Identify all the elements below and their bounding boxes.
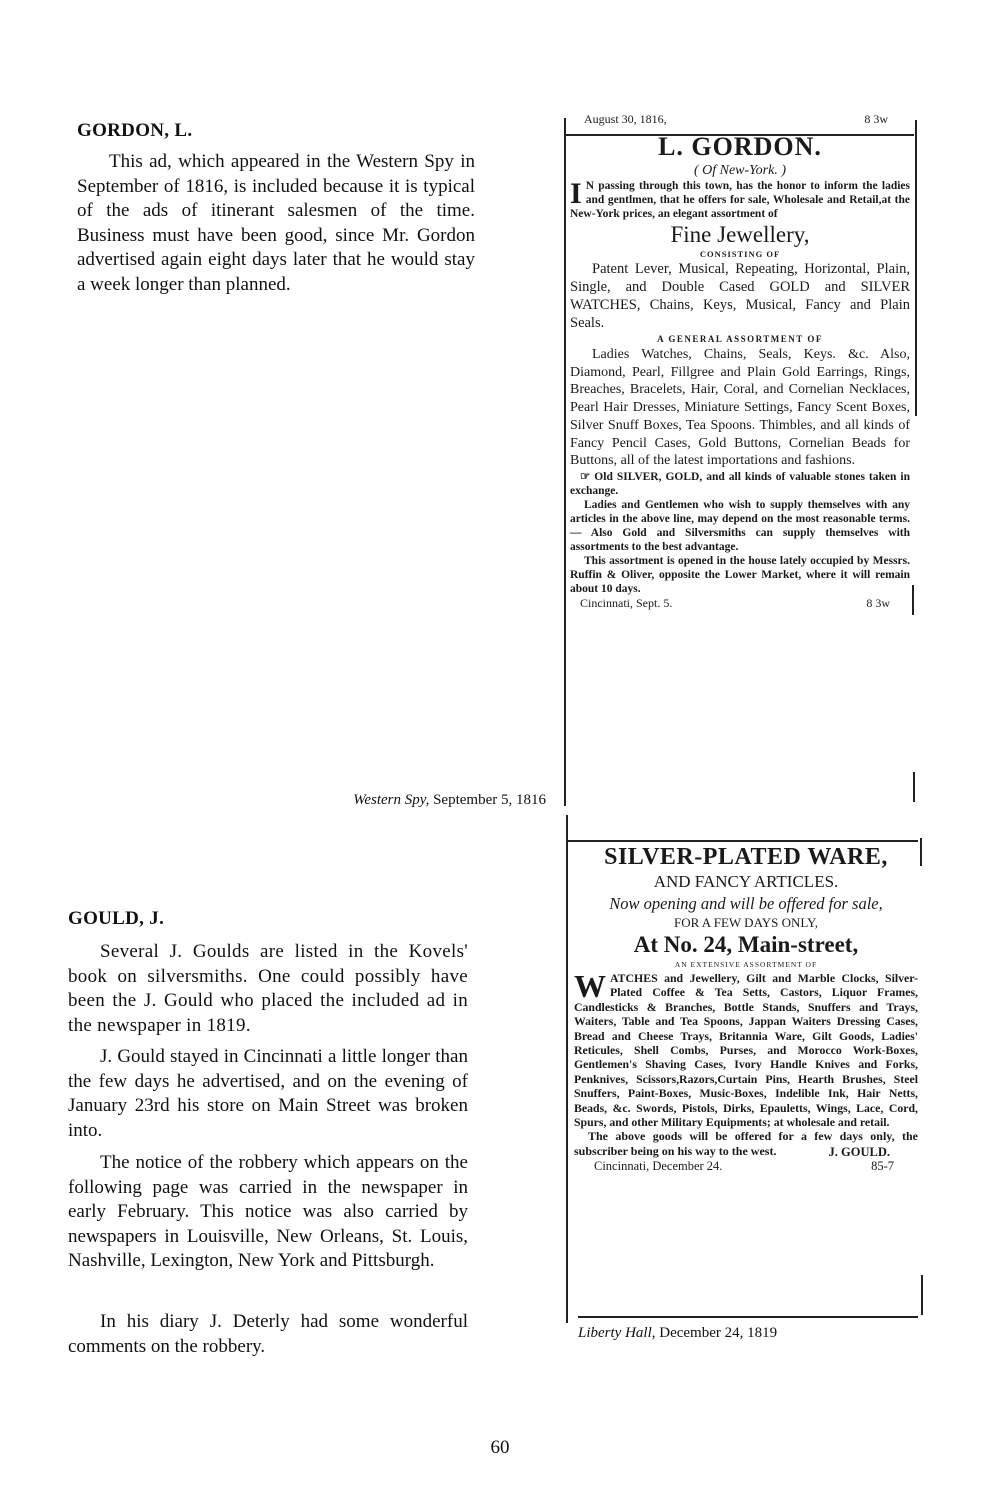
gould-ad-place: Cincinnati, December 24. <box>594 1159 723 1174</box>
gordon-ad-ladies: Ladies and Gentlemen who wish to supply themselves with any articles in the above line, may depend on the most reasonable terms.— Also Gold and Silversmiths can supply themselves with assortments to the best advantage. <box>570 498 910 553</box>
gould-advertisement <box>574 842 918 1174</box>
gordon-caption-date: September 5, 1816 <box>433 792 546 808</box>
gordon-ad-exchange: ☞ Old SILVER, GOLD, and all kinds of valuable stones taken in exchange. <box>570 470 910 497</box>
gould-ad-dropcap: W <box>574 968 606 1004</box>
gould-ad-extensive: AN EXTENSIVE ASSORTMENT OF <box>674 960 818 969</box>
gordon-ad-top-code: 8 3w <box>864 112 888 126</box>
gould-ad-title: SILVER-PLATED WARE, <box>604 844 888 870</box>
gould-caption <box>578 1325 918 1342</box>
gordon-ad-subtitle: ( Of New-York. ) <box>693 163 787 178</box>
gordon-heading: GORDON, L. <box>77 120 193 141</box>
gordon-ad-code: 8 3w <box>866 595 890 610</box>
gould-paragraph-2: J. Gould stayed in Cincinnati a little longer than the few days he advertised, and on the evening of January 23rd his store on Main Street was broken into. <box>68 1046 468 1141</box>
gordon-paragraph: This ad, which appeared in the Western Spy in September of 1816, is included because it is typical of the ads of itinerant salesmen of the time. Business must have been good, since Mr. Gordon advertised again eight days later that he would stay a week longer than planned. <box>77 151 475 295</box>
gordon-ad-place: Cincinnati, Sept. 5. <box>580 595 673 610</box>
gould-ad-signature: J. GOULD. <box>828 1145 890 1160</box>
gould-ad-now-opening: Now opening and will be offered for sale, <box>609 894 883 913</box>
gould-heading: GOULD, J. <box>68 908 165 929</box>
gordon-ad-top-date: August 30, 1816, <box>584 112 667 126</box>
gordon-caption <box>300 792 546 809</box>
gordon-ad-fine-jewellery: Fine Jewellery, <box>670 222 810 247</box>
gordon-ad-dropcap: I <box>570 177 582 210</box>
gordon-ad-general: A GENERAL ASSORTMENT OF <box>657 334 823 344</box>
gould-paragraph-1: Several J. Goulds are listed in the Kovels' book on silversmiths. One could possibly have been the J. Gould who placed the included ad in the newspaper in 1819. <box>68 941 468 1036</box>
gould-ad-subtitle: AND FANCY ARTICLES. <box>653 872 839 891</box>
gordon-ad-title: L. GORDON. <box>658 132 822 161</box>
gordon-ad-assortment: This assortment is opened in the house lately occupied by Messrs. Ruffin & Oliver, opposite the Lower Market, where it will remain about 10 days. <box>570 554 910 595</box>
gould-ad-above: The above goods will be offered for a few days only, the subscriber being on his way to the west. <box>574 1129 918 1158</box>
gordon-ad-watches: Patent Lever, Musical, Repeating, Horizontal, Plain, Single, and Double Cased GOLD and SILVER WATCHES, Chains, Keys, Musical, Fancy and Plain Seals. <box>570 261 910 331</box>
gordon-caption-source: Western Spy, <box>353 792 430 808</box>
gould-caption-source: Liberty Hall, <box>578 1325 656 1341</box>
gould-ad-code: 85-7 <box>871 1159 894 1174</box>
gould-ad-body: ATCHES and Jewellery, Gilt and Marble Clocks, Silver-Plated Coffee & Tea Setts, Castors, Liquor Frames, Candlesticks & Branches, Bottle Stands, Snuffers and Trays, Waiters, Table and Tea Spoons, Jappan Waiters Dressing Cases, Bread and Cheese Trays, Britannia Ware, Gilt Goods, Ladies' Reticules, Shell Combs, Purses, and Morocco Work-Boxes, Gentlemen's Shaving Cases, Ivory Handle Knives and Forks, Penknives, Scissors,Razors,Curtain Pins, Hearth Brushes, Steel Snuffers, Paint-Boxes, Music-Boxes, Indelible Ink, Hair Netts, Beads, &c. Swords, Pistols, Dirks, Epauletts, Wings, Lace, Cord, Spurs, and other Military Equipments; at wholesale and retail. <box>574 971 918 1130</box>
page-number: 60 <box>490 1437 510 1458</box>
gould-caption-date: December 24, 1819 <box>659 1325 778 1341</box>
gould-ad-few-days: FOR A FEW DAYS ONLY, <box>673 915 819 930</box>
gordon-advertisement <box>570 112 910 611</box>
gordon-ad-items: Ladies Watches, Chains, Seals, Keys. &c. Also, Diamond, Pearl, Fillgree and Plain Gold Earrings, Rings, Breaches, Bracelets, Hair, Coral, and Cornelian Necklaces, Pearl Hair Dresses, Miniature Settings, Fancy Scent Boxes, Silver Snuff Boxes, Tea Spoons. Thimbles, and all kinds of Fancy Pencil Cases, Gold Buttons, Cornelian Beads for Buttons, all of the latest importations and fashions. <box>570 347 910 469</box>
gould-paragraph-3: The notice of the robbery which appears on the following page was carried in the newspaper in early February. This notice was also carried by newspapers in Louisville, New Orleans, St. Louis, Nashville, Lexington, New York and Pittsburgh. <box>68 1152 468 1271</box>
gould-paragraph-4: In his diary J. Deterly had some wonderful comments on the robbery. <box>68 1311 468 1357</box>
gordon-ad-consisting: CONSISTING OF <box>699 249 781 259</box>
gordon-ad-intro: N passing through this town, has the honor to inform the ladies and gentlmen, that he offers for sale, Wholesale and Retail,at the New-York prices, an elegant assortment of <box>570 180 910 220</box>
gould-ad-address: At No. 24, Main-street, <box>633 932 859 957</box>
